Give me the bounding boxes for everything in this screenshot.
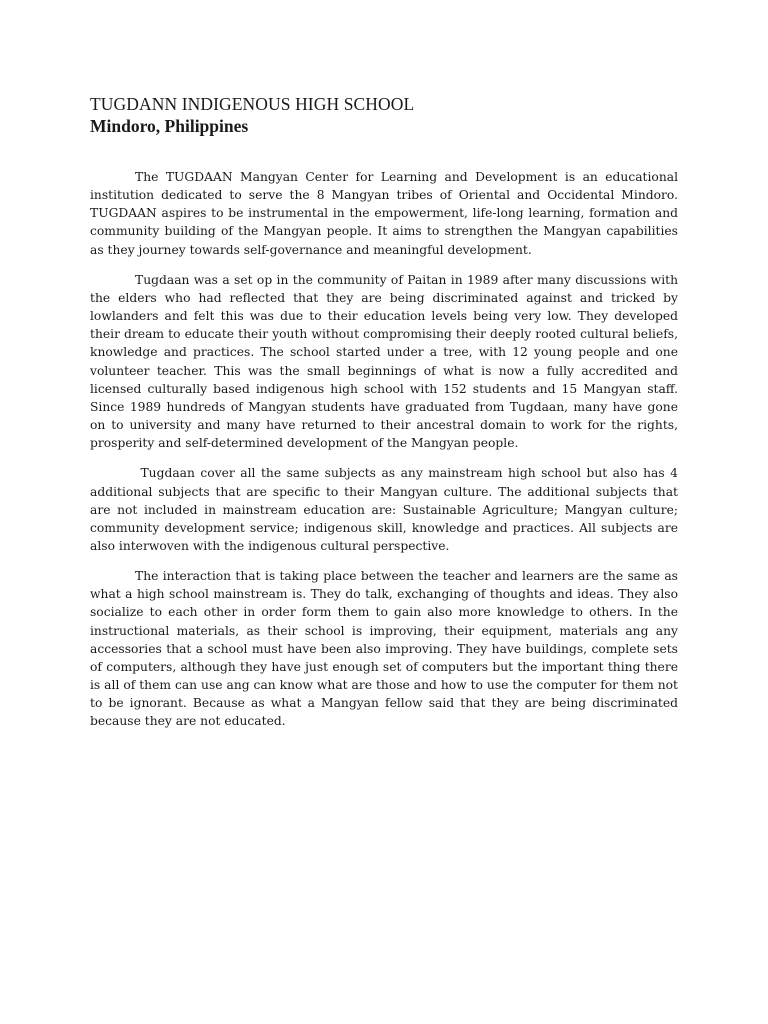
paragraph-intro: The TUGDAAN Mangyan Center for Learning and Development is an educational institution dedicated to serve the 8 Mangyan tribes of Oriental and Occidental Mindoro. TUGDAAN aspires to be instrumental in the empowerment, life-long learning, formation and community building of the Mangyan people. It aims to strengthen the Mangyan capabilities as they journey towards self-governance and meaningful development. bbox=[90, 170, 678, 257]
paragraph-history: Tugdaan was a set op in the community of Paitan in 1989 after many discussions with the elders who had reflected that they are being discriminated against and tricked by lowlanders and felt this was due to their education levels being very low. They developed their dream to educate their youth without compromising their deeply rooted cultural beliefs, knowledge and practices. The school started under a tree, with 12 young people and one volunteer teacher. This was the small beginnings of what is now a fully accredited and licensed culturally based indigenous high school with 152 students and 15 Mangyan staff. Since 1989 hundreds of Mangyan students have graduated from Tugdaan, many have gone on to university and many have returned to their ancestral domain to work for the rights, prosperity and self-determined development of the Mangyan people. bbox=[90, 272, 678, 451]
paragraph-interaction: The interaction that is taking place between the teacher and learners are the same as what a high school mainstream is. They do talk, exchanging of thoughts and ideas. They also socialize to each other in order form them to gain also more knowledge to others. In the instructional materials, as their school is improving, their equipment, materials ang any accessories that a school must have been also improving. They have buildings, complete sets of computers, although they have just enough set of computers but the important thing there is all of them can use ang can know what are those and how to use the computer for them not to be ignorant. Because as what a Mangyan fellow said that they are being discriminated because they are not educated. bbox=[90, 569, 678, 729]
document-page bbox=[90, 93, 682, 743]
document-title: TUGDANN INDIGENOUS HIGH SCHOOL bbox=[90, 94, 415, 114]
paragraph-subjects: Tugdaan cover all the same subjects as any mainstream high school but also has 4 additional subjects that are specific to their Mangyan culture. The additional subjects that are not included in mainstream education are: Sustainable Agriculture; Mangyan culture; community development service; indigenous skill, knowledge and practices. All subjects are also interwoven with the indigenous cultural perspective. bbox=[90, 466, 682, 553]
document-subtitle: Mindoro, Philippines bbox=[90, 116, 249, 136]
